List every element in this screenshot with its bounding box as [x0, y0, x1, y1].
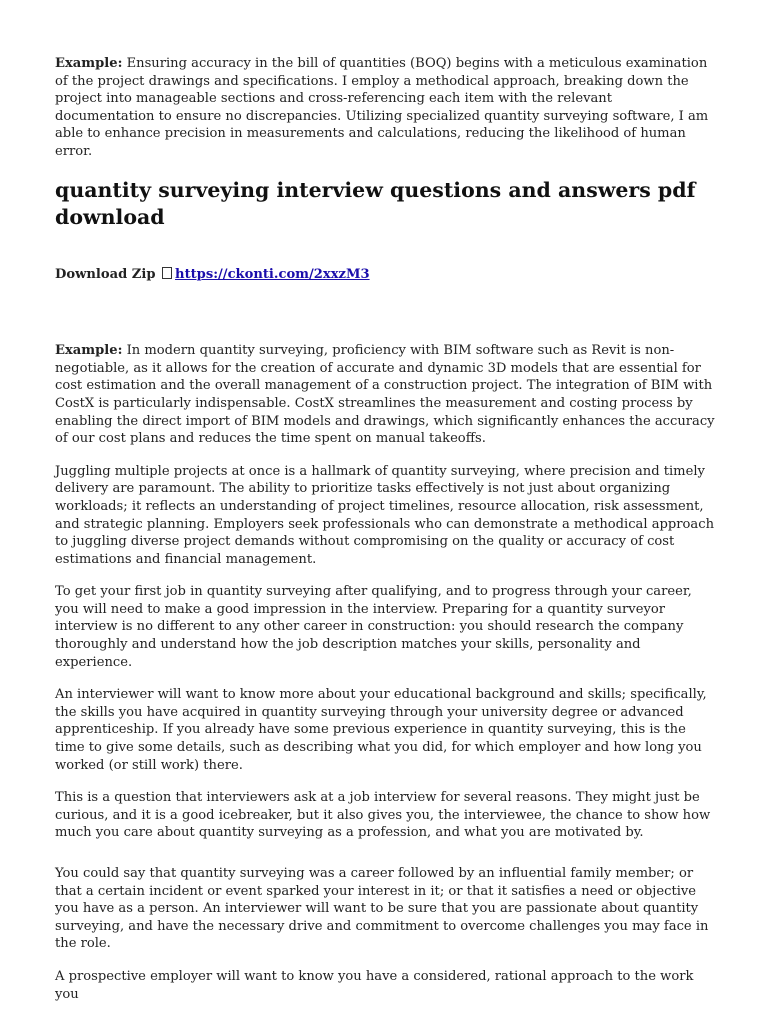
- body-paragraph: A prospective employer will want to know you have a considered, rational approach to the work you: [55, 968, 694, 1002]
- document-page: [55, 55, 715, 1003]
- body-paragraph: This is a question that interviewers ask at a job interview for several reasons. They might just be curious, and it is a good icebreaker, but it also gives you, the interviewee, the chance to show how much you care about quantity surveying as a profession, and what you are motivated by.: [55, 790, 711, 841]
- body-paragraph: To get your first job in quantity surveying after qualifying, and to progress through your career, you will need to make a good impression in the interview. Preparing for a quantity surveyor interview is no different to any other career in construction: you should research the company thoroughly and understand how the job description matches your skills, personality and experience.: [55, 584, 692, 670]
- body-paragraph: An interviewer will want to know more about your educational background and skills; specifically, the skills you have acquired in quantity surveying through your university degree or advanced apprenticeship. If you already have some previous experience in quantity surveying, this is the time to give some details, such as describing what you did, for which employer and how long you worked (or still work) there.: [55, 687, 707, 773]
- page-title: quantity surveying interview questions and answers pdf download: [55, 177, 696, 229]
- missing-glyph-icon: [162, 267, 172, 279]
- intro-paragraph: [55, 55, 715, 161]
- download-label: Download Zip: [55, 266, 156, 282]
- example-text: In modern quantity surveying, proficiency with BIM software such as Revit is non-negotiable, as it allows for the creation of accurate and dynamic 3D models that are essential for cost estimation and the overall management of a construction project. The integration of BIM with CostX is particularly indispensable. CostX streamlines the measurement and costing process by enabling the direct import of BIM models and drawings, which significantly enhances the accuracy of our cost plans and reduces the time spent on manual takeoffs.: [55, 343, 715, 447]
- download-link[interactable]: https://ckonti.com/2xxzM3: [175, 266, 370, 282]
- intro-text: Ensuring accuracy in the bill of quantities (BOQ) begins with a meticulous examination of the project drawings and specifications. I employ a methodical approach, breaking down the project into manageable sections and cross-referencing each item with the relevant documentation to ensure no discrepancies. Utilizing specialized quantity surveying software, I am able to enhance precision in measurements and calculations, reducing the likelihood of human error.: [55, 56, 709, 159]
- body-paragraph: Juggling multiple projects at once is a hallmark of quantity surveying, where precision and timely delivery are paramount. The ability to prioritize tasks effectively is not just about organizing workloads; it reflects an understanding of project timelines, resource allocation, risk assessment, and strategic planning. Employers seek professionals who can demonstrate a methodical approach to juggling diverse project demands without compromising on the quality or accuracy of cost estimations and financial management.: [55, 463, 714, 567]
- example-lead: Example:: [55, 343, 123, 359]
- example-paragraph: [55, 342, 715, 448]
- body-paragraph: You could say that quantity surveying was a career followed by an influential family member; or that a certain incident or event sparked your interest in it; or that it satisfies a need or objective you have as a person. An interviewer will want to be sure that you are passionate about quantity surveying, and have the necessary drive and commitment to overcome challenges you may face in the role.: [55, 866, 709, 952]
- download-line: [55, 266, 715, 284]
- intro-lead: Example:: [55, 56, 123, 71]
